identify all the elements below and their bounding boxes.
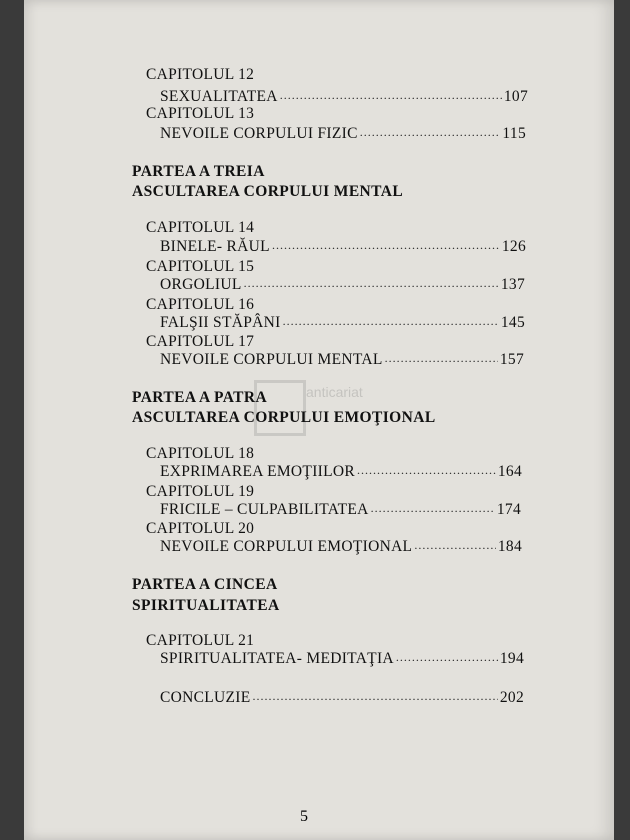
leader-dots — [283, 314, 499, 329]
entry-title: CONCLUZIE — [160, 689, 251, 706]
entry-page: 137 — [500, 276, 525, 293]
entry-title: BINELE- RĂUL — [160, 238, 270, 255]
leader-dots — [360, 125, 501, 140]
leader-dots — [244, 276, 499, 291]
entry-page: 126 — [501, 238, 526, 255]
chapter-label: CAPITOLUL 14 — [146, 219, 255, 236]
entry-title: FALŞII STĂPÂNI — [160, 314, 281, 331]
entry-title: SPIRITUALITATEA- MEDITAŢIA — [160, 650, 394, 667]
leader-dots — [357, 463, 496, 478]
chapter-label: CAPITOLUL 13 — [146, 105, 255, 122]
part-title: PARTEA A CINCEA — [132, 576, 278, 593]
entry-title: NEVOILE CORPULUI EMOŢIONAL — [160, 538, 413, 555]
chapter-label: CAPITOLUL 16 — [146, 296, 255, 313]
toc-entry — [160, 88, 528, 106]
entry-page: 145 — [500, 314, 525, 331]
chapter-label: CAPITOLUL 18 — [146, 445, 255, 462]
entry-page: 202 — [499, 689, 524, 706]
part-subtitle: ASCULTAREA CORPULUI EMOŢIONAL — [132, 409, 436, 426]
toc-entry — [160, 276, 525, 294]
toc-entry-conclusion — [160, 689, 524, 707]
entry-page: 184 — [497, 538, 522, 555]
chapter-label: CAPITOLUL 19 — [146, 483, 255, 500]
entry-page: 194 — [499, 650, 524, 667]
chapter-label: CAPITOLUL 12 — [146, 66, 255, 83]
entry-page: 115 — [502, 125, 526, 142]
entry-title: ORGOLIUL — [160, 276, 242, 293]
entry-title: FRICILE – CULPABILITATEA — [160, 501, 369, 518]
leader-dots — [280, 88, 502, 103]
toc-entry — [160, 125, 526, 143]
part-subtitle: SPIRITUALITATEA — [132, 597, 280, 614]
entry-title: SEXUALITATEA — [160, 88, 278, 105]
page-number: 5 — [300, 808, 308, 825]
entry-page: 107 — [503, 88, 528, 105]
part-title: PARTEA A TREIA — [132, 163, 265, 180]
toc-entry — [160, 314, 525, 332]
leader-dots — [253, 689, 498, 704]
entry-page: 174 — [496, 501, 521, 518]
book-page — [24, 0, 614, 840]
leader-dots — [414, 538, 496, 553]
chapter-label: CAPITOLUL 15 — [146, 258, 255, 275]
toc-entry — [160, 501, 521, 519]
leader-dots — [385, 351, 498, 366]
watermark-text: anticariat — [306, 384, 363, 400]
entry-page: 157 — [499, 351, 524, 368]
toc-entry — [160, 463, 522, 481]
entry-title: EXPRIMAREA EMOŢIILOR — [160, 463, 356, 480]
chapter-label: CAPITOLUL 21 — [146, 632, 255, 649]
chapter-label: CAPITOLUL 20 — [146, 520, 255, 537]
part-subtitle: ASCULTAREA CORPULUI MENTAL — [132, 183, 404, 200]
entry-title: NEVOILE CORPULUI FIZIC — [160, 125, 358, 142]
part-title: PARTEA A PATRA — [132, 389, 268, 406]
toc-entry — [160, 538, 522, 556]
toc-entry — [160, 238, 526, 256]
leader-dots — [371, 501, 495, 516]
leader-dots — [396, 650, 498, 665]
leader-dots — [272, 238, 500, 253]
chapter-label: CAPITOLUL 17 — [146, 333, 255, 350]
toc-entry — [160, 351, 524, 369]
entry-title: NEVOILE CORPULUI MENTAL — [160, 351, 383, 368]
entry-page: 164 — [497, 463, 522, 480]
toc-entry — [160, 650, 524, 668]
